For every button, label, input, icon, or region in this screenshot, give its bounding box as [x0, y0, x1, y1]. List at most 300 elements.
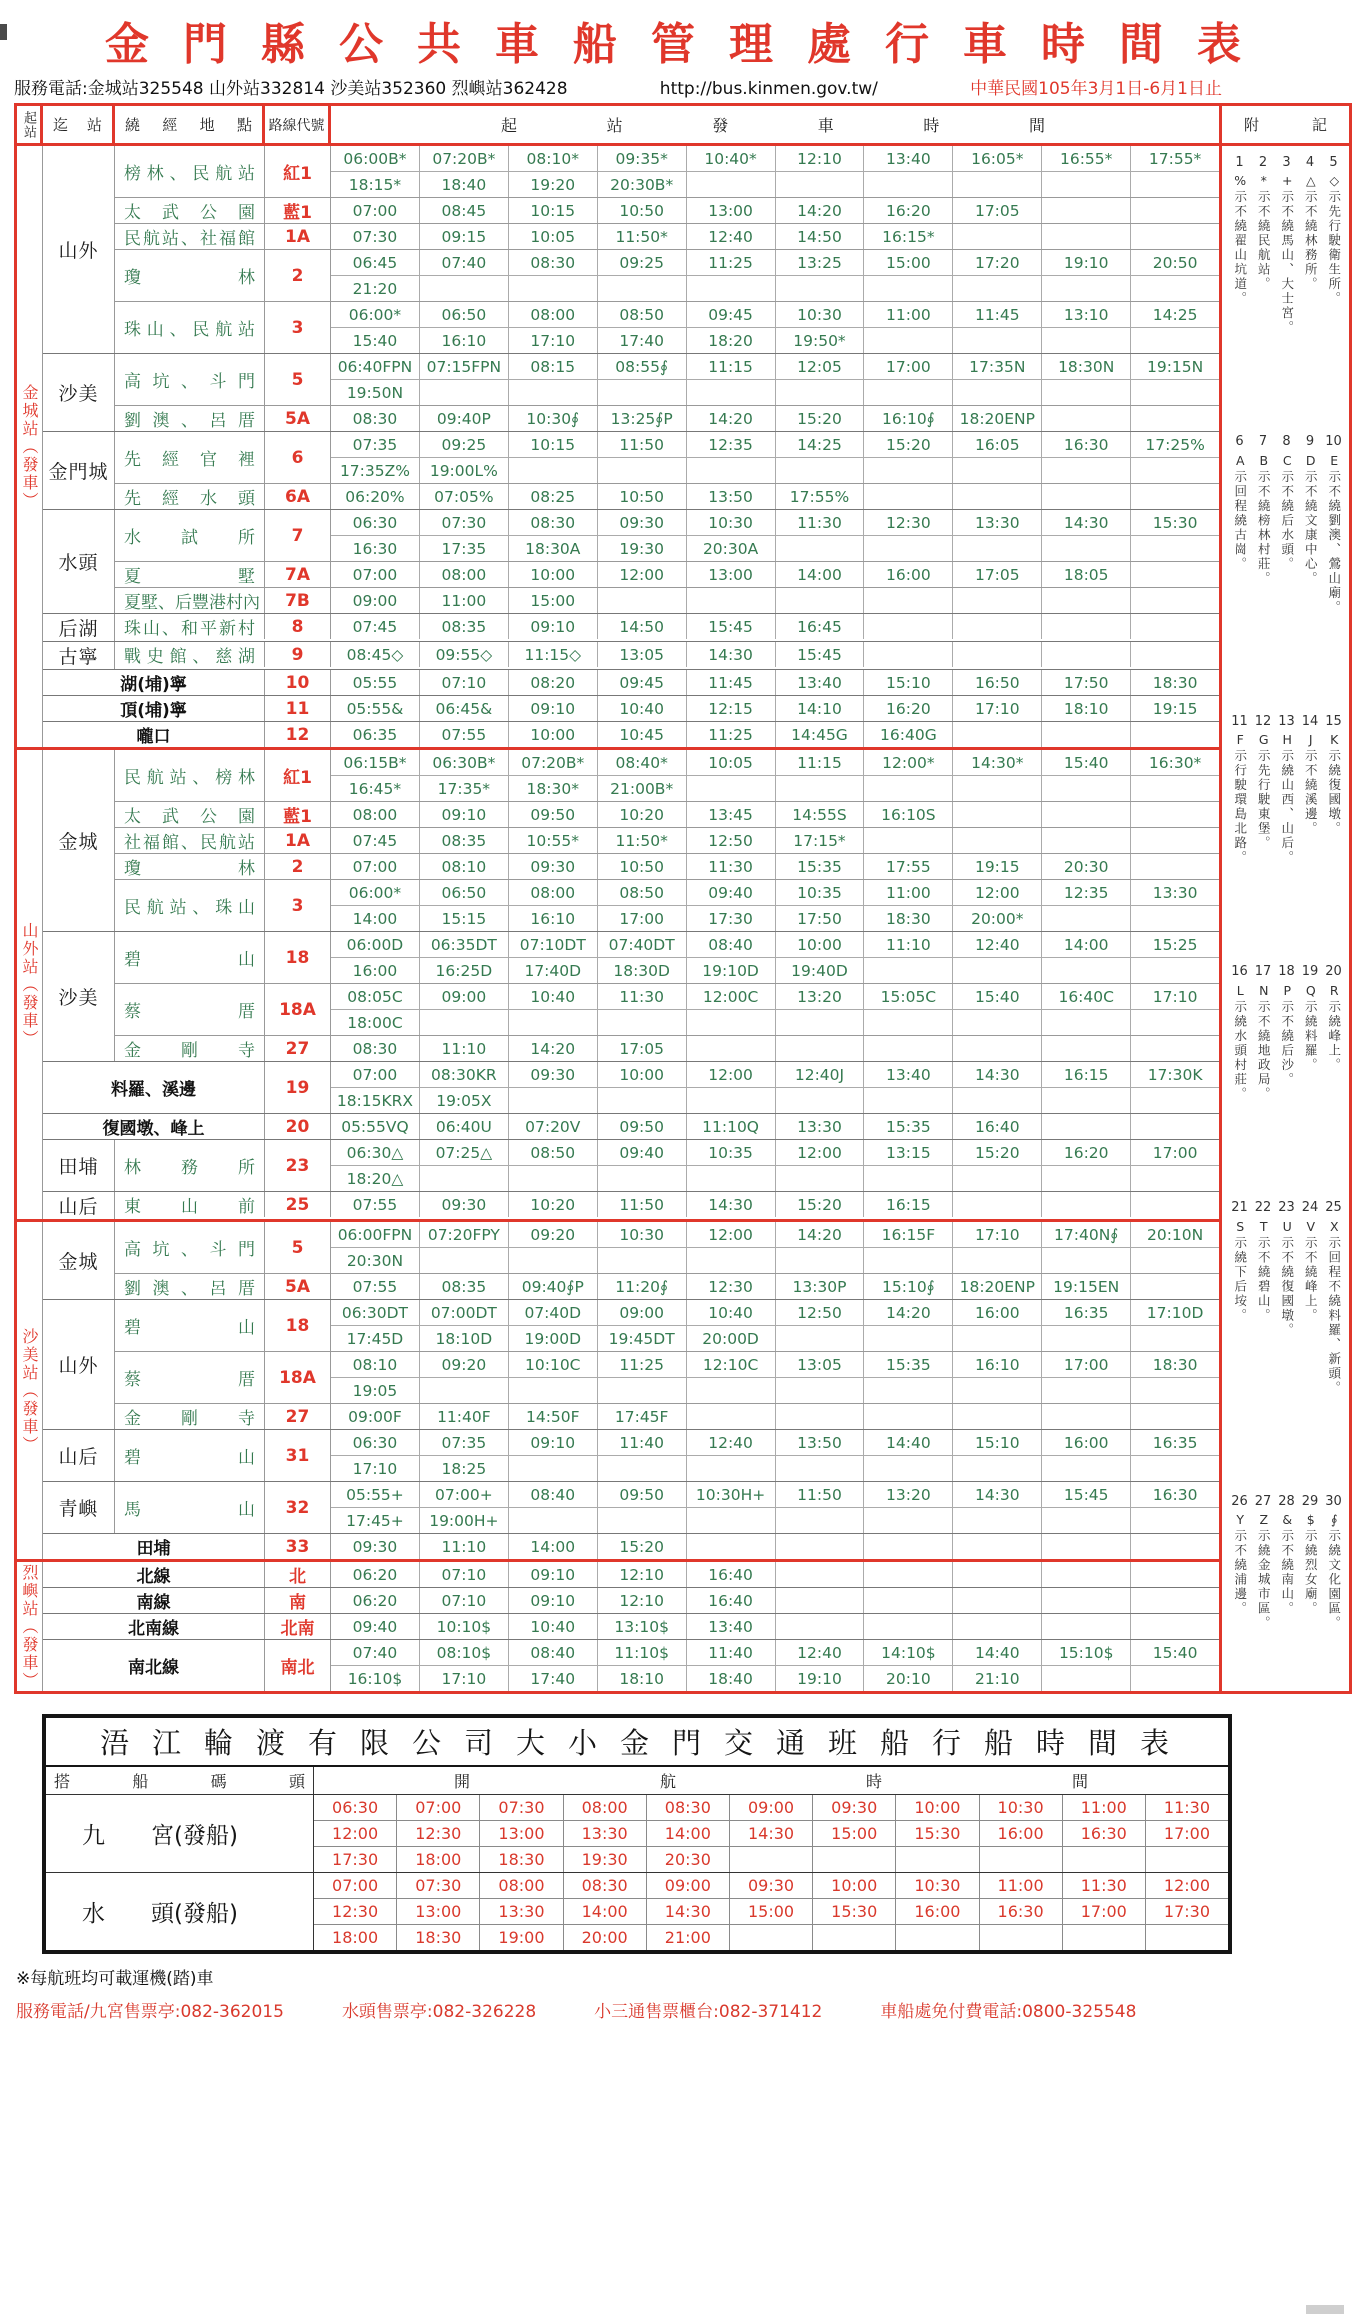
route-row [43, 696, 1219, 721]
time-cell: 15:00 [509, 588, 598, 613]
time-cell: 10:00 [509, 722, 598, 747]
time-cell [1042, 536, 1131, 561]
ferry-time-cell: 15:00 [730, 1899, 813, 1924]
dest-group [43, 1222, 1219, 1300]
time-cell: 15:40 [1152, 1643, 1198, 1662]
time-cell: 15:15 [420, 906, 509, 931]
time-lines [331, 1192, 1219, 1217]
time-cell [687, 458, 776, 483]
time-cell: 17:55 [864, 854, 953, 879]
time-cell [864, 1456, 953, 1481]
time-cell [1131, 588, 1219, 613]
time-line [331, 670, 1219, 695]
ferry-time-cell: 07:00 [314, 1873, 397, 1898]
note-text: N示不繞地政局。 [1256, 982, 1272, 1102]
dest-group [43, 1534, 1219, 1559]
ferry-time-cell: 12:00 [314, 1821, 397, 1846]
route-code: 5A [265, 1274, 331, 1299]
time-cell: 11:10$ [598, 1640, 687, 1665]
time-cell: 17:00 [1152, 1143, 1198, 1162]
note-text: U示不繞復國墩。 [1279, 1218, 1295, 1338]
time-cell: 12:35 [687, 432, 776, 457]
time-cell [864, 1588, 953, 1613]
ferry-time-cell: 12:00 [1163, 1876, 1211, 1895]
ferry-time-cell: 14:00 [564, 1899, 647, 1924]
time-cell: 17:30 [687, 906, 776, 931]
time-line [331, 198, 1219, 223]
website-url: http://bus.kinmen.gov.tw/ [659, 79, 878, 99]
note-text: L示繞水頭村莊。 [1232, 982, 1248, 1102]
time-cell [776, 1456, 865, 1481]
time-cell: 10:00 [776, 932, 865, 957]
dest-group [43, 670, 1219, 696]
dest-group [43, 1562, 1219, 1588]
time-cell: 13:40 [687, 1614, 776, 1639]
time-cell: 16:55* [1042, 146, 1131, 171]
via-text: 珠山、和平新村 [124, 619, 255, 639]
time-cell: 14:30 [953, 1062, 1042, 1087]
route-row [115, 1222, 1219, 1274]
note-text: ◇示先行駛衛生所。 [1326, 173, 1342, 307]
ferry-time-line [314, 1795, 1228, 1821]
time-cell [864, 588, 953, 613]
time-cell: 13:45 [687, 802, 776, 827]
note-number: 21 [1231, 1200, 1248, 1216]
time-cell: 18:20 [687, 328, 776, 353]
note-number: 3 [1282, 155, 1291, 170]
time-cell: 12:30 [687, 1274, 776, 1299]
route-row [115, 406, 1219, 431]
time-cell: 17:40 [509, 1666, 598, 1691]
time-cell: 19:10 [776, 1666, 865, 1691]
time-cell: 07:35 [331, 432, 420, 457]
note-text: V示不繞峰上。 [1303, 1218, 1319, 1323]
time-cell: 17:10 [420, 1666, 509, 1691]
time-cell [1131, 1274, 1219, 1299]
ferry-time-cell [730, 1925, 813, 1950]
time-cell: 14:20 [776, 198, 865, 223]
time-lines [331, 1404, 1219, 1429]
note-item [1323, 715, 1344, 865]
note-item [1229, 435, 1250, 614]
note-number: 28 [1278, 1494, 1295, 1510]
time-cell [1131, 328, 1219, 353]
via-text: 嚨口 [136, 727, 171, 747]
via-text: 民航站、社福館 [124, 229, 255, 249]
time-cell [776, 1378, 865, 1403]
time-cell [864, 328, 953, 353]
route-row [115, 198, 1219, 224]
time-cell: 16:00 [1042, 1430, 1131, 1455]
dest-groups [43, 1562, 1219, 1691]
footer-phone-item: 水頭售票亭:082-326228 [341, 2002, 537, 2022]
time-cell: 20:00D [687, 1326, 776, 1351]
time-cell [598, 1088, 687, 1113]
ferry-time-cell: 17:00 [1063, 1899, 1146, 1924]
time-cell [864, 484, 953, 509]
time-cell: 19:00L% [420, 458, 509, 483]
time-cell: 19:50N [331, 380, 420, 405]
route-list [115, 354, 1219, 431]
time-cell: 09:30 [331, 1534, 420, 1559]
time-cell [953, 224, 1042, 249]
time-cell: 11:20∮ [598, 1274, 687, 1299]
via-text: 夏墅 [124, 567, 255, 587]
route-code: 北南 [265, 1614, 331, 1639]
ferry-time-cell: 07:30 [480, 1795, 563, 1820]
route-row [115, 224, 1219, 250]
note-number: 22 [1254, 1200, 1272, 1216]
time-cell: 13:25 [776, 250, 865, 275]
time-cell: 10:30H+ [687, 1482, 776, 1507]
time-cell: 07:00 [331, 562, 420, 587]
bus-section [17, 1562, 1219, 1691]
time-lines [331, 802, 1219, 827]
time-cell: 14:20 [509, 1036, 598, 1061]
time-lines [331, 1274, 1219, 1299]
time-line [331, 906, 1219, 931]
note-number: 15 [1325, 713, 1342, 729]
ferry-time-cell [896, 1925, 979, 1950]
time-cell [776, 1036, 865, 1061]
ferry-time-cell: 13:00 [480, 1821, 563, 1846]
note-text: ∮示繞文化園區。 [1326, 1512, 1342, 1631]
time-cell: 05:55VQ [331, 1114, 420, 1139]
time-lines [331, 932, 1219, 983]
time-cell: 18:00C [331, 1010, 420, 1035]
time-cell [598, 1378, 687, 1403]
time-cell: 10:35 [776, 880, 865, 905]
via-label [115, 984, 265, 1035]
route-code: 31 [265, 1430, 331, 1481]
route-row [115, 854, 1219, 880]
time-line [331, 406, 1219, 431]
time-cell: 08:30 [509, 510, 598, 535]
origin-station-label: 沙美站（發車） [17, 1222, 43, 1559]
note-item [1323, 965, 1344, 1101]
time-cell: 10:20 [509, 1192, 598, 1217]
time-cell: 11:45 [953, 302, 1042, 327]
time-cell: 14:55S [776, 802, 865, 827]
note-block [1229, 1201, 1344, 1395]
time-cell [864, 1088, 953, 1113]
time-cell: 19:15EN [1042, 1274, 1131, 1299]
route-row [43, 670, 1219, 695]
time-cell [1131, 1114, 1219, 1139]
time-cell: 09:20 [420, 1352, 509, 1377]
ferry-time-cell: 10:00 [813, 1873, 896, 1898]
time-cell: 16:05 [953, 432, 1042, 457]
note-number: 11 [1231, 713, 1248, 729]
time-cell: 16:15F [864, 1222, 953, 1247]
time-cell: 17:05 [953, 198, 1042, 223]
time-cell: 19:10D [687, 958, 776, 983]
time-cell [598, 1166, 687, 1191]
via-label [115, 1192, 265, 1217]
via-label [115, 1300, 265, 1351]
via-label [115, 854, 265, 879]
time-cell: 07:45 [331, 614, 420, 639]
time-cell: 15:35 [776, 854, 865, 879]
time-cell [1131, 458, 1219, 483]
time-cell [1131, 1010, 1219, 1035]
time-cell [1131, 1166, 1219, 1191]
time-cell: 16:10 [953, 1352, 1042, 1377]
time-cell: 18:20△ [331, 1166, 420, 1191]
route-row [115, 1404, 1219, 1429]
ferry-time-line [314, 1873, 1228, 1899]
ferry-pier-row [46, 1795, 1228, 1873]
time-lines [331, 750, 1219, 801]
time-line [331, 1062, 1219, 1088]
ferry-table-header [46, 1767, 1228, 1795]
dest-group [43, 354, 1219, 432]
time-cell: 08:40 [687, 932, 776, 957]
time-cell [687, 1508, 776, 1533]
time-cell: 13:30 [1152, 883, 1198, 902]
route-code: 18A [265, 984, 331, 1035]
route-row [115, 562, 1219, 588]
time-cell: 08:30KR [420, 1062, 509, 1087]
note-item [1253, 1495, 1274, 1631]
via-text: 劉澳、呂厝 [124, 1279, 255, 1299]
time-cell: 11:50 [598, 1192, 687, 1217]
time-line [331, 250, 1219, 276]
time-cell: 17:45D [331, 1326, 420, 1351]
time-cell: 06:35 [331, 722, 420, 747]
time-cell: 12:10 [776, 146, 865, 171]
time-cell [864, 1010, 953, 1035]
time-cell [953, 536, 1042, 561]
time-cell: 12:00 [953, 880, 1042, 905]
via-label [43, 1640, 265, 1691]
time-lines [331, 1140, 1219, 1191]
time-cell: 15:10$ [1042, 1640, 1131, 1665]
time-cell: 06:30 [331, 1430, 420, 1455]
time-cell [1131, 776, 1219, 801]
scan-artifact [0, 24, 7, 40]
route-list [115, 642, 1219, 669]
note-item [1229, 1201, 1250, 1395]
time-cell: 08:45 [420, 198, 509, 223]
note-number: 5 [1329, 155, 1338, 170]
time-cell: 13:00 [687, 198, 776, 223]
time-cell: 07:00 [331, 854, 420, 879]
time-cell: 12:40 [687, 1430, 776, 1455]
route-code: 18 [265, 932, 331, 983]
time-cell: 13:10$ [598, 1614, 687, 1639]
time-cell: 15:45 [776, 642, 865, 667]
route-row [115, 1430, 1219, 1481]
time-cell: 18:15* [331, 172, 420, 197]
time-cell: 16:20 [1042, 1140, 1131, 1165]
via-text: 金剛寺 [124, 1409, 255, 1429]
time-cell: 17:10 [331, 1456, 420, 1481]
note-item [1276, 715, 1297, 865]
time-lines [331, 406, 1219, 431]
time-cell: 07:40DT [598, 932, 687, 957]
time-cell: 16:35 [1152, 1433, 1198, 1452]
note-item [1276, 965, 1297, 1101]
time-cell: 13:30 [776, 1114, 865, 1139]
time-cell: 12:00C [687, 984, 776, 1009]
time-cell [509, 1378, 598, 1403]
dest-groups [43, 750, 1219, 1219]
time-cell: 19:10 [1042, 250, 1131, 275]
time-cell: 11:00 [420, 588, 509, 613]
note-number: 12 [1254, 713, 1272, 729]
ferry-time-cell: 15:00 [813, 1821, 896, 1846]
time-line [331, 1640, 1219, 1666]
ferry-time-cell: 15:30 [813, 1899, 896, 1924]
bus-table-main [17, 106, 1219, 1691]
time-line [331, 1010, 1219, 1035]
time-cell [953, 802, 1042, 827]
route-row [115, 642, 1219, 667]
time-cell [1042, 802, 1131, 827]
time-cell [1042, 458, 1131, 483]
time-cell: 08:10* [509, 146, 598, 171]
note-text: $示繞烈女廟。 [1303, 1512, 1319, 1617]
time-cell [1042, 588, 1131, 613]
time-line [331, 1456, 1219, 1481]
via-label [115, 146, 265, 197]
time-cell: 14:20 [687, 406, 776, 431]
time-cell: 07:20B* [509, 750, 598, 775]
time-cell: 15:40 [331, 328, 420, 353]
time-cell [598, 588, 687, 613]
dest-group [43, 1482, 1219, 1534]
note-item [1276, 1201, 1297, 1395]
time-cell: 19:15N [1146, 357, 1204, 376]
time-cell: 20:30N [331, 1248, 420, 1273]
time-cell: 06:35DT [420, 932, 509, 957]
via-text: 水試所 [124, 528, 255, 548]
time-cell [776, 1562, 865, 1587]
time-cell: 17:25% [1145, 435, 1205, 454]
time-cell [687, 1534, 776, 1559]
time-cell [864, 1166, 953, 1191]
route-code: 33 [265, 1534, 331, 1559]
time-cell: 09:40 [687, 880, 776, 905]
time-cell [776, 1010, 865, 1035]
time-cell [598, 458, 687, 483]
time-cell: 06:40FPN [331, 354, 420, 379]
time-cell [1131, 276, 1219, 301]
note-text: D示不繞文康中心。 [1303, 452, 1319, 586]
time-cell: 16:30* [1148, 753, 1202, 772]
note-item [1253, 1201, 1274, 1395]
via-text: 馬山 [124, 1500, 255, 1520]
time-cell: 11:50* [598, 224, 687, 249]
time-cell: 08:10 [420, 854, 509, 879]
dest-groups [43, 146, 1219, 747]
time-cell [953, 776, 1042, 801]
route-row [115, 984, 1219, 1036]
time-cell [1131, 722, 1219, 747]
note-text: H示繞山西、山后。 [1279, 732, 1295, 866]
time-cell [687, 1036, 776, 1061]
time-cell: 08:10$ [420, 1640, 509, 1665]
route-list [115, 1430, 1219, 1481]
time-lines [331, 1222, 1219, 1273]
ferry-time-cell: 11:30 [1063, 1873, 1146, 1898]
time-cell [776, 1508, 865, 1533]
route-row [115, 932, 1219, 984]
time-cell: 19:40D [776, 958, 865, 983]
time-cell [1042, 906, 1131, 931]
via-label [115, 1352, 265, 1403]
time-cell [687, 1166, 776, 1191]
time-cell: 08:45◇ [331, 642, 420, 667]
via-text: 瓊林 [124, 859, 255, 879]
time-line [331, 1326, 1219, 1351]
route-code: 27 [265, 1404, 331, 1429]
route-row [115, 432, 1219, 484]
note-text: +示不繞馬山、大士宮。 [1279, 173, 1295, 336]
time-cell [864, 958, 953, 983]
time-lines [331, 354, 1219, 405]
time-cell: 16:35 [1042, 1300, 1131, 1325]
via-label [115, 302, 265, 353]
time-cell: 10:40 [598, 696, 687, 721]
ferry-time-cell: 07:00 [397, 1795, 480, 1820]
route-row [115, 250, 1219, 302]
time-cell [953, 1404, 1042, 1429]
route-code: 19 [265, 1062, 331, 1113]
time-lines [331, 432, 1219, 483]
time-cell: 15:10∮ [864, 1274, 953, 1299]
time-lines [331, 484, 1219, 509]
time-cell [420, 1378, 509, 1403]
time-cell [1042, 1456, 1131, 1481]
ferry-time-cell [730, 1847, 813, 1872]
dest-station-label: 水頭 [43, 510, 115, 613]
note-number: 27 [1254, 1494, 1272, 1510]
time-cell: 14:30 [687, 642, 776, 667]
note-text: R示繞峰上。 [1326, 982, 1342, 1073]
time-cell [687, 1248, 776, 1273]
time-cell: 16:40G [864, 722, 953, 747]
footer-phone-item: 小三通售票櫃台:082-371412 [594, 2002, 823, 2022]
time-cell: 16:30 [1042, 432, 1131, 457]
route-code: 10 [265, 670, 331, 695]
time-cell: 18:30A [509, 536, 598, 561]
route-row [115, 880, 1219, 931]
dest-groups [43, 1222, 1219, 1559]
ferry-time-cell: 08:00 [480, 1873, 563, 1898]
time-cell: 19:00D [509, 1326, 598, 1351]
time-line [331, 802, 1219, 827]
time-line [331, 1562, 1219, 1587]
time-cell: 16:40 [953, 1114, 1042, 1139]
via-label [115, 224, 265, 249]
time-cell: 17:35Z% [331, 458, 420, 483]
time-line [331, 562, 1219, 587]
time-cell: 14:50 [776, 224, 865, 249]
bus-section [17, 1222, 1219, 1562]
time-cell [420, 276, 509, 301]
via-text: 北南線 [128, 1619, 179, 1639]
time-cell: 12:30 [864, 510, 953, 535]
via-text: 碧山 [124, 1448, 255, 1468]
time-cell: 14:00 [1042, 932, 1131, 957]
time-cell: 10:20 [598, 802, 687, 827]
time-cell [1042, 484, 1131, 509]
time-cell: 14:50F [509, 1404, 598, 1429]
note-number: 2 [1258, 155, 1268, 170]
time-cell: 16:15* [864, 224, 953, 249]
